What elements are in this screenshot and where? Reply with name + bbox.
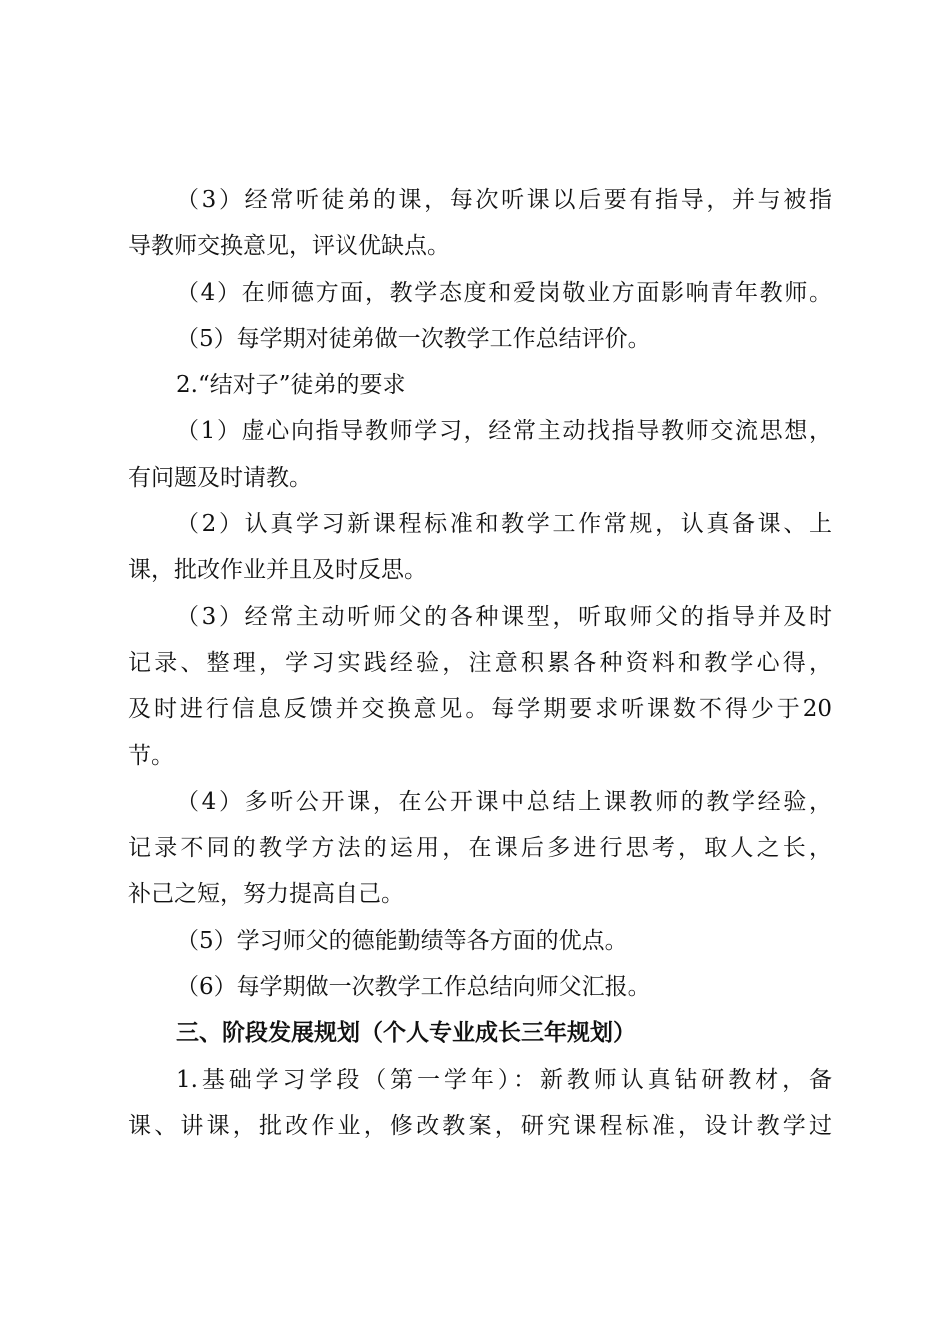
- text-line: 记录、整理，学习实践经验，注意积累各种资料和教学心得，: [128, 649, 832, 676]
- text-line: （5）学习师父的德能勤绩等各方面的优点。: [176, 927, 628, 954]
- text-line: （1）虚心向指导教师学习，经常主动找指导教师交流思想，: [176, 418, 832, 445]
- text-line: 有问题及时请教。: [128, 464, 312, 491]
- text-line: 补己之短，努力提高自己。: [128, 881, 404, 908]
- text-line: （3）经常主动听师父的各种课型，听取师父的指导并及时: [176, 603, 832, 630]
- text-line: （2）认真学习新课程标准和教学工作常规，认真备课、上: [176, 511, 832, 538]
- text-line: （4）在师德方面，教学态度和爱岗敬业方面影响青年教师。: [176, 279, 832, 306]
- text-line: 1.基础学习学段（第一学年）：新教师认真钻研教材，备: [176, 1066, 832, 1093]
- text-line: （4）多听公开课，在公开课中总结上课教师的教学经验，: [176, 788, 832, 815]
- text-line: 记录不同的教学方法的运用，在课后多进行思考，取人之长，: [128, 835, 832, 862]
- text-line: 2.“结对子”徒弟的要求: [176, 372, 406, 399]
- text-line: 课、讲课，批改作业，修改教案，研究课程标准，设计教学过: [128, 1112, 832, 1139]
- text-line: 节。: [128, 742, 174, 769]
- text-line: 及时进行信息反馈并交换意见。每学期要求听课数不得少于20: [128, 696, 832, 723]
- document-page: [128, 177, 832, 1149]
- section-heading: 三、阶段发展规划（个人专业成长三年规划）: [176, 1020, 636, 1047]
- text-line: 导教师交换意见，评议优缺点。: [128, 233, 450, 260]
- text-line: （5）每学期对徒弟做一次教学工作总结评价。: [176, 325, 651, 352]
- text-line: 课，批改作业并且及时反思。: [128, 557, 427, 584]
- text-line: （6）每学期做一次教学工作总结向师父汇报。: [176, 974, 651, 1001]
- text-line: （3）经常听徒弟的课，每次听课以后要有指导，并与被指: [176, 187, 832, 213]
